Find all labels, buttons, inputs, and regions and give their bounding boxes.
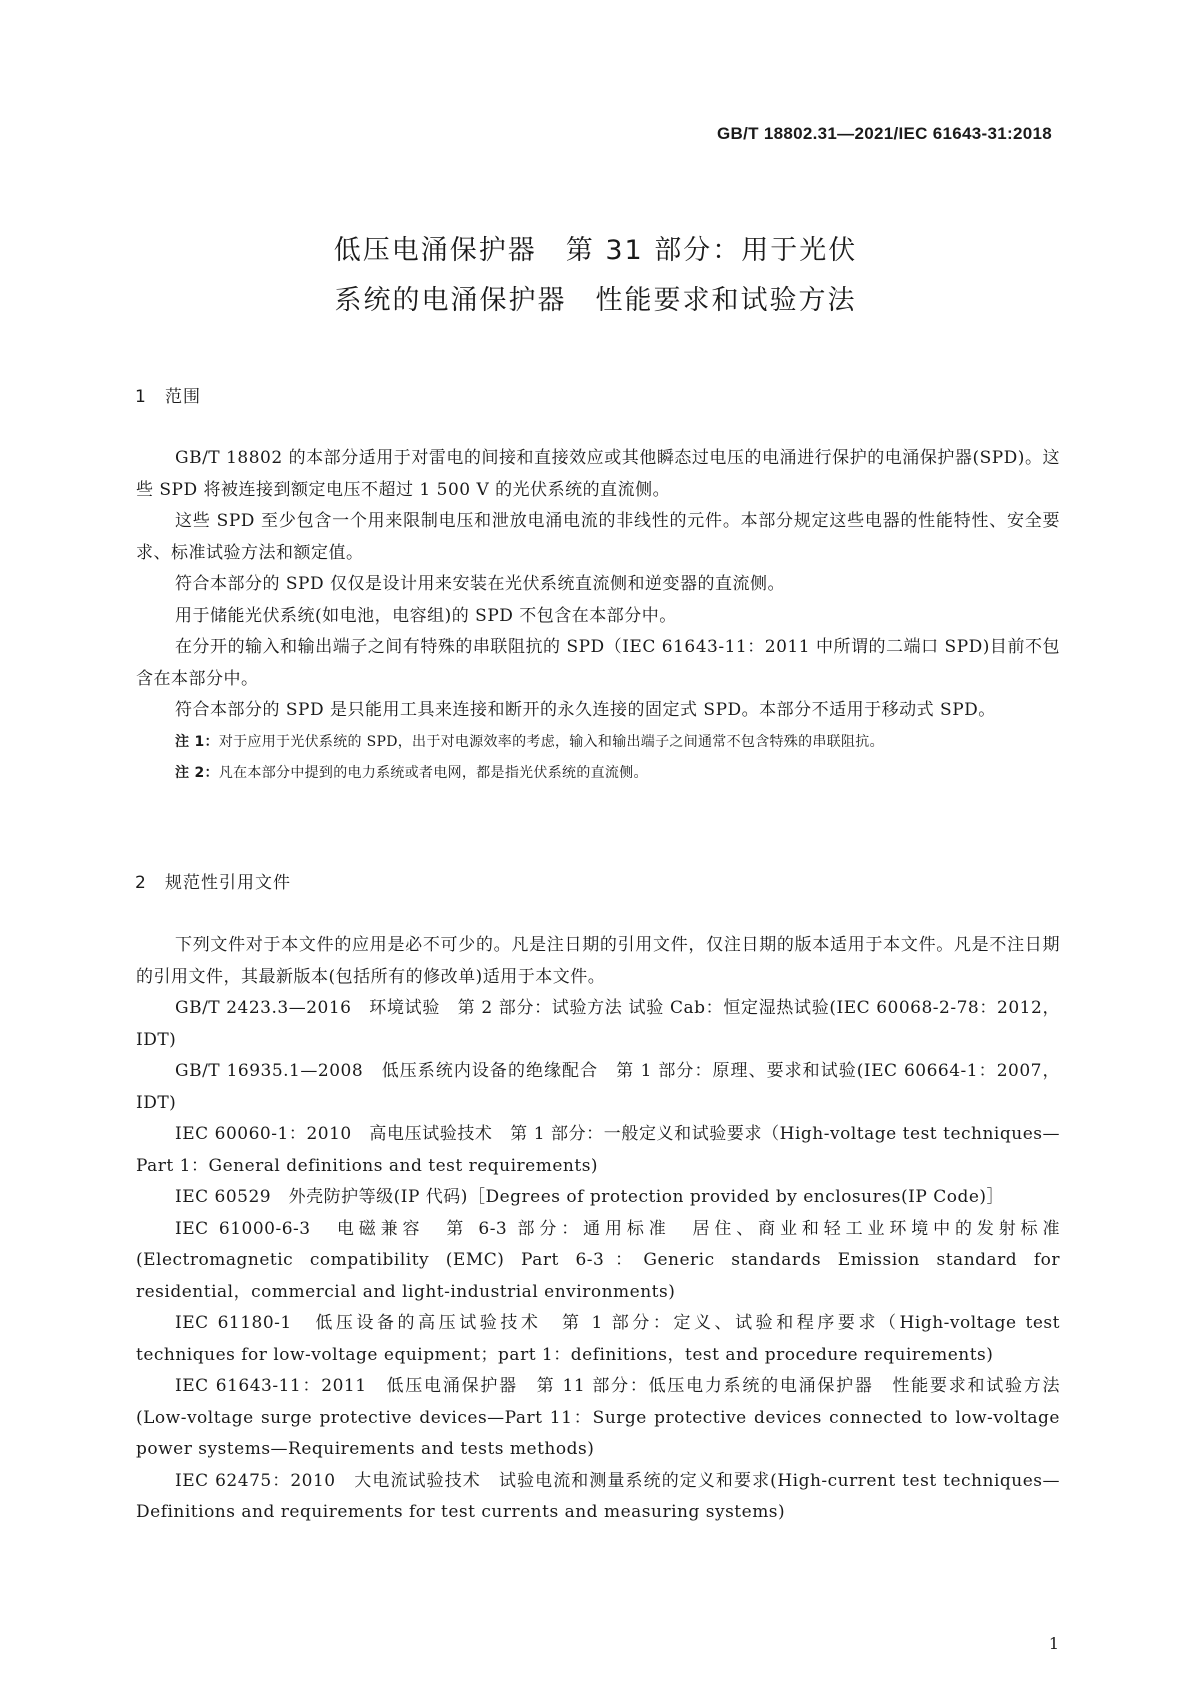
reference-item: IEC 61180-1 低压设备的高压试验技术 第 1 部分：定义、试验和程序要求（High-voltage test techniques for low-voltage equipment；part 1：definitions，test and procedure requirements) — [136, 1313, 1060, 1365]
reference-item: IEC 60060-1：2010 高电压试验技术 第 1 部分：一般定义和试验要求（High-voltage test techniques—Part 1：General definitions and test requirements) — [136, 1124, 1060, 1176]
reference-item: GB/T 16935.1—2008 低压系统内设备的绝缘配合 第 1 部分：原理、要求和试验(IEC 60664-1：2007，IDT) — [136, 1061, 1060, 1113]
reference-item: IEC 61000-6-3 电磁兼容 第 6-3 部分：通用标准 居住、商业和轻工业环境中的发射标准(Electromagnetic compatibility (EMC) Part 6-3：Generic standards Emission standard for residential，commercial and light-industrial environments) — [136, 1218, 1060, 1302]
section-2-heading — [135, 868, 291, 893]
paragraph: 符合本部分的 SPD 仅仅是设计用来安装在光伏系统直流侧和逆变器的直流侧。 — [175, 574, 786, 594]
section-2-body — [136, 930, 1060, 1529]
reference-item: IEC 61643-11：2011 低压电涌保护器 第 11 部分：低压电力系统的电涌保护器 性能要求和试验方法(Low-voltage surge protective devices—Part 11：Surge protective devices connected to low-voltage power systems—Requirements and tests methods) — [136, 1376, 1060, 1459]
paragraph: 符合本部分的 SPD 是只能用工具来连接和断开的永久连接的固定式 SPD。本部分不适用于移动式 SPD。 — [175, 700, 996, 720]
page-number: 1 — [1048, 1634, 1059, 1653]
note-text: 凡在本部分中提到的电力系统或者电网，都是指光伏系统的直流侧。 — [218, 765, 648, 781]
paragraph: 这些 SPD 至少包含一个用来限制电压和泄放电涌电流的非线性的元件。本部分规定这些电器的性能特性、安全要求、标准试验方法和额定值。 — [136, 511, 1060, 563]
section-1-title: 范围 — [165, 387, 201, 407]
title-line-1: 低压电涌保护器 第 31 部分：用于光伏 — [333, 235, 858, 266]
note-label: 注 2： — [175, 765, 219, 781]
paragraph: 在分开的输入和输出端子之间有特殊的串联阻抗的 SPD（IEC 61643-11：2011 中所谓的二端口 SPD)目前不包含在本部分中。 — [136, 637, 1060, 689]
reference-item: IEC 60529 外壳防护等级(IP 代码)［Degrees of protection provided by enclosures(IP Code)］ — [175, 1187, 1005, 1207]
section-2-number: 2 — [135, 873, 147, 893]
paragraph: GB/T 18802 的本部分适用于对雷电的间接和直接效应或其他瞬态过电压的电涌进行保护的电涌保护器(SPD)。这些 SPD 将被连接到额定电压不超过 1 500 V 的光伏系统的直流侧。 — [136, 448, 1060, 500]
reference-item: IEC 62475：2010 大电流试验技术 试验电流和测量系统的定义和要求(High-current test techniques—Definitions and requirements for test currents and measuring systems) — [136, 1470, 1060, 1522]
note-1 — [136, 727, 1060, 759]
note-2 — [136, 758, 1060, 790]
standard-code: GB/T 18802.31—2021/IEC 61643-31:2018 — [717, 124, 1052, 143]
section-1-body — [136, 443, 1060, 790]
reference-item: GB/T 2423.3—2016 环境试验 第 2 部分：试验方法 试验 Cab：恒定湿热试验(IEC 60068-2-78：2012，IDT) — [136, 998, 1060, 1050]
section-1-heading — [135, 382, 201, 407]
section-2-title: 规范性引用文件 — [165, 873, 291, 893]
title-line-2: 系统的电涌保护器 性能要求和试验方法 — [334, 285, 857, 316]
section-1-number: 1 — [135, 387, 147, 407]
paragraph: 用于储能光伏系统(如电池，电容组)的 SPD 不包含在本部分中。 — [175, 605, 677, 626]
note-label: 注 1： — [175, 733, 219, 750]
paragraph: 下列文件对于本文件的应用是必不可少的。凡是注日期的引用文件，仅注日期的版本适用于本文件。凡是不注日期的引用文件，其最新版本(包括所有的修改单)适用于本文件。 — [136, 935, 1060, 987]
note-text: 对于应用于光伏系统的 SPD，出于对电源效率的考虑，输入和输出端子之间通常不包含特殊的串联阻抗。 — [218, 733, 884, 750]
